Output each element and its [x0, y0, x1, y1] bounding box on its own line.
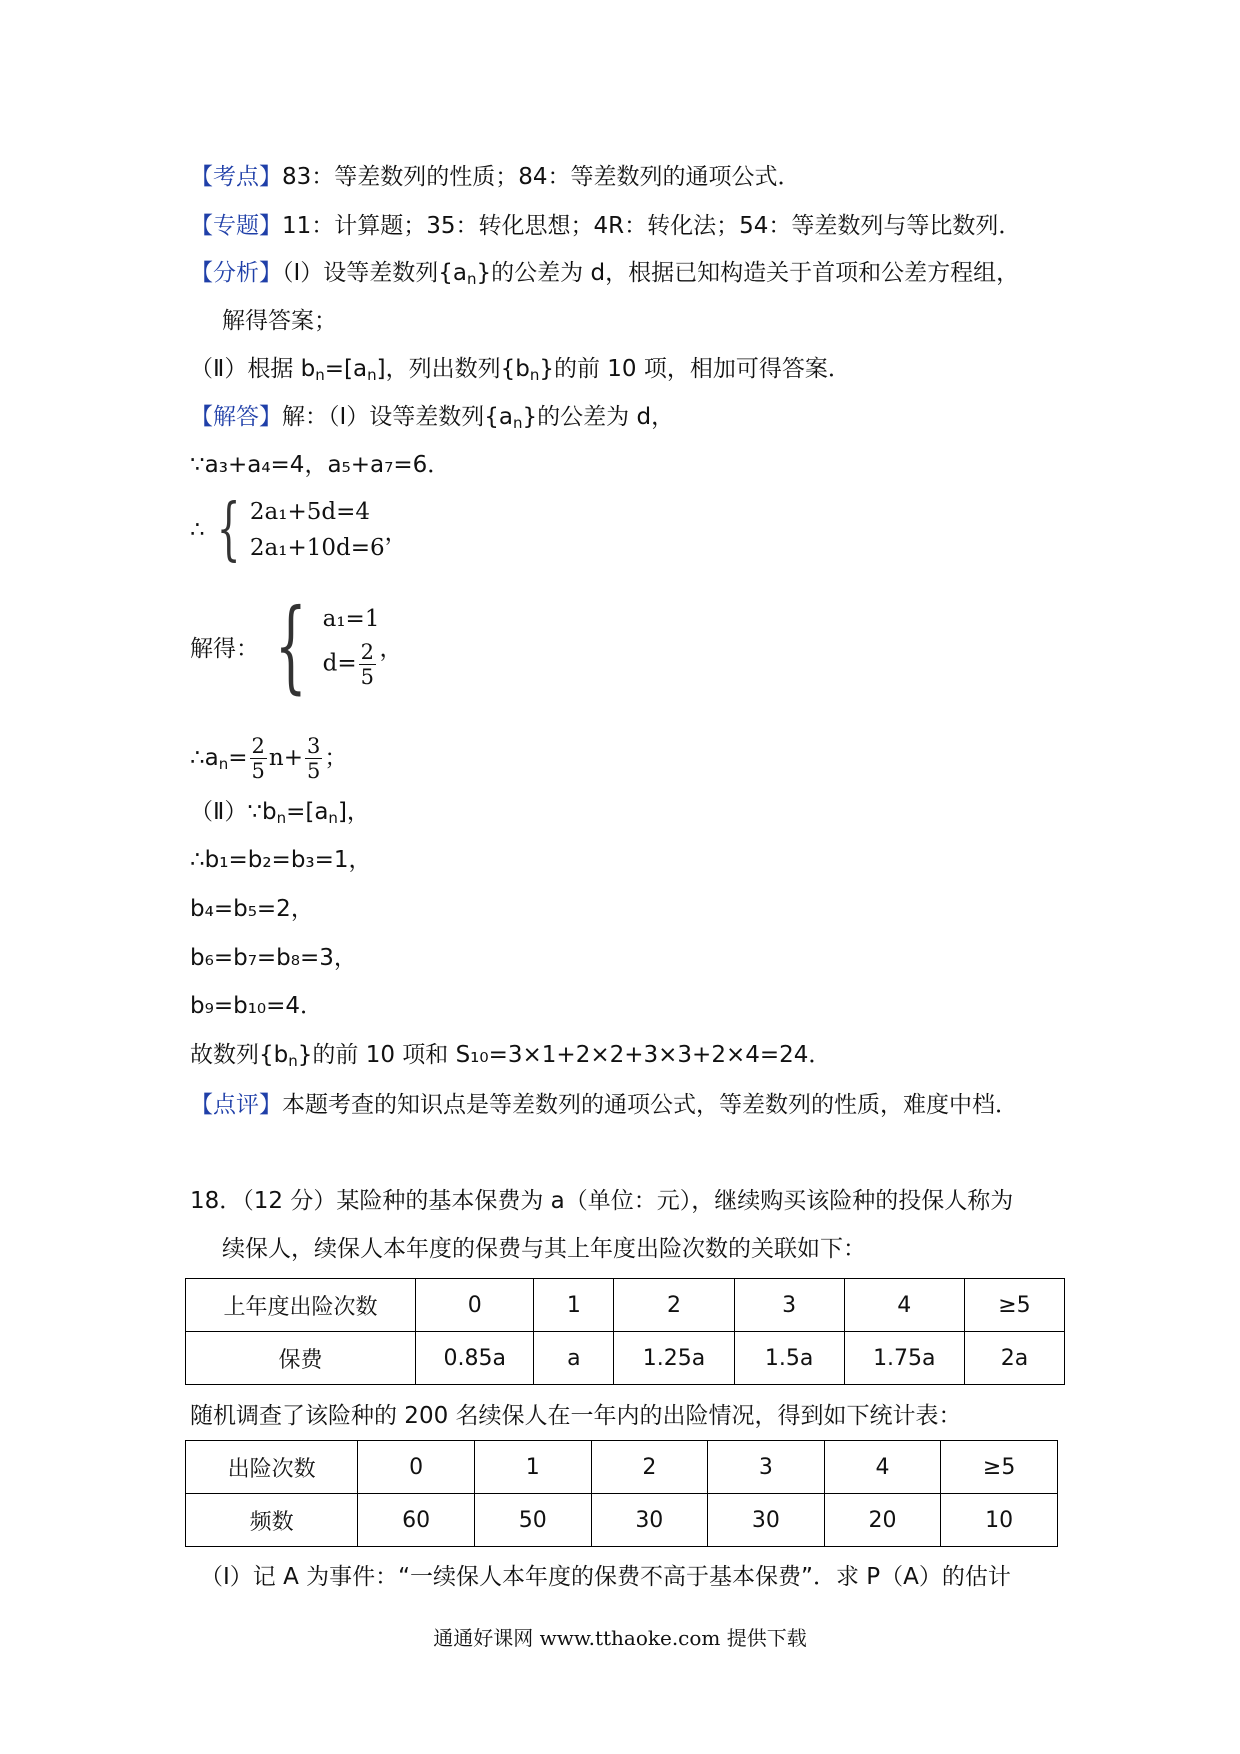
- an-semicolon: ；: [324, 745, 348, 771]
- table-cell: 0: [358, 1441, 475, 1494]
- table-cell: 1: [474, 1441, 591, 1494]
- dianping-text: 本题考查的知识点是等差数列的通项公式，等差数列的性质，难度中档．: [282, 1092, 1018, 1118]
- an-formula-line: [190, 730, 347, 786]
- kaodian-text: 83：等差数列的性质；84：等差数列的通项公式．: [282, 164, 801, 190]
- fraction-numerator: 2: [251, 734, 265, 758]
- sum-a: 故数列{b: [190, 1042, 289, 1068]
- table-cell: 1.25a: [614, 1332, 734, 1385]
- subscript-n: n: [288, 1052, 298, 1070]
- fenxi-text-a: （Ⅰ）设等差数列{a: [282, 260, 468, 286]
- sum-line: [190, 1039, 831, 1071]
- equation-system-2: [190, 587, 403, 704]
- table-cell: 2: [591, 1441, 708, 1494]
- dianping-tag: 【点评】: [190, 1092, 282, 1118]
- zhuanti-text: 11：计算题；35：转化思想；4R：转化法；54：等差数列与等比数列．: [282, 213, 1022, 239]
- dianping-line: [190, 1089, 1018, 1121]
- table-cell: 2a: [964, 1332, 1064, 1385]
- table-cell: 3: [708, 1441, 825, 1494]
- system-1-comma: ，: [384, 519, 408, 546]
- table-cell: 50: [474, 1494, 591, 1547]
- table-cell: 0: [416, 1279, 534, 1332]
- jieda-line: [190, 401, 674, 433]
- fraction-numerator: 2: [360, 639, 374, 664]
- table-cell: ≥5: [941, 1441, 1058, 1494]
- ii-c: ]，: [337, 799, 370, 825]
- subscript-n: n: [467, 270, 477, 288]
- system-1-row-1: 2a₁+5d=4: [249, 499, 371, 525]
- subscript-n: n: [367, 366, 377, 384]
- jiede-label: 解得：: [190, 635, 259, 662]
- jieda-b: }的公差为 d，: [522, 404, 675, 430]
- system-2-comma: ，: [379, 635, 403, 662]
- table-row: [186, 1332, 1065, 1385]
- subscript-n: n: [218, 755, 229, 773]
- fraction-numerator: 3: [307, 734, 321, 758]
- system-2-rows: [323, 604, 380, 689]
- zhuanti-tag: 【专题】: [190, 213, 282, 239]
- table-row: [186, 1279, 1065, 1332]
- table-cell: 10: [941, 1494, 1058, 1547]
- fenxi3-c: ]，列出数列{b: [376, 356, 530, 382]
- sum-b: }的前 10 项和 S₁₀=3×1+2×2+3×3+2×4=24．: [297, 1042, 832, 1068]
- fraction-2-5: [250, 734, 267, 783]
- table-cell: 1: [534, 1279, 614, 1332]
- table-cell: 1.75a: [844, 1332, 964, 1385]
- kaodian-tag: 【考点】: [190, 164, 282, 190]
- q18-line-1: 18．（12 分）某险种的基本保费为 a（单位：元），继续购买该险种的投保人称为: [190, 1188, 1014, 1214]
- table-cell: a: [534, 1332, 614, 1385]
- fraction-denominator: 5: [307, 759, 321, 783]
- ii-a: （Ⅱ）∵b: [190, 799, 277, 825]
- fenxi3-b: =[a: [324, 356, 368, 382]
- q18-line-3: 随机调查了该险种的 200 名续保人在一年内的出险情况，得到如下统计表：: [190, 1403, 962, 1429]
- b-line-2: b₄=b₅=2，: [190, 896, 314, 922]
- table-cell: 20: [824, 1494, 941, 1547]
- table-cell: 3: [734, 1279, 844, 1332]
- subscript-n: n: [529, 366, 540, 384]
- table-cell: ≥5: [964, 1279, 1064, 1332]
- fenxi-line-3: [190, 353, 851, 385]
- system-1-rows: [250, 494, 385, 566]
- table-cell: 1.5a: [734, 1332, 844, 1385]
- fenxi3-d: }的前 10 项，相加可得答案．: [539, 356, 851, 382]
- q18-line-4: （I）记 A 为事件：“一续保人本年度的保费不高于基本保费”．求 P（A）的估计: [200, 1564, 1011, 1590]
- table-cell: 出险次数: [186, 1441, 358, 1494]
- fenxi-text-b: }的公差为 d，根据已知构造关于首项和公差方程组，: [476, 260, 1020, 286]
- an-a: ∴a: [190, 745, 219, 771]
- part-ii-line: [190, 796, 370, 828]
- table-cell: 60: [358, 1494, 475, 1547]
- jieda-tag: 【解答】: [190, 404, 282, 430]
- fenxi-tag: 【分析】: [190, 260, 282, 286]
- jieda-a: 解：（Ⅰ）设等差数列{a: [282, 404, 514, 430]
- b-line-3: b₆=b₇=b₈=3，: [190, 945, 357, 971]
- subscript-n: n: [315, 366, 325, 384]
- table-cell: 4: [844, 1279, 964, 1332]
- page-footer: 通通好课网 www.tthaoke.com 提供下载: [433, 1626, 807, 1650]
- d-label: d=: [322, 650, 357, 676]
- frequency-table: [185, 1440, 1058, 1547]
- system-2-row-1: a₁=1: [322, 605, 380, 632]
- q18-line-2: 续保人，续保人本年度的保费与其上年度出险次数的关联如下：: [222, 1236, 866, 1262]
- fenxi-line: [190, 257, 1019, 289]
- table-cell: 4: [824, 1441, 941, 1494]
- zhuanti-line: [190, 210, 1021, 242]
- given-line: ∵a₃+a₄=4，a₅+a₇=6．: [190, 452, 451, 478]
- table-cell: 频数: [186, 1494, 358, 1547]
- table-row: [186, 1494, 1058, 1547]
- premium-table: [185, 1278, 1065, 1385]
- left-brace: {: [274, 587, 307, 704]
- fraction-denominator: 5: [251, 759, 265, 783]
- fenxi-line-2: 解得答案；: [222, 308, 337, 334]
- table-row: [186, 1441, 1058, 1494]
- therefore-symbol: ∴: [190, 517, 205, 543]
- ii-b: =[a: [286, 799, 329, 825]
- fraction-denominator: 5: [360, 664, 374, 689]
- equation-system-1: [190, 490, 408, 569]
- system-1-row-2: 2a₁+10d=6: [249, 535, 385, 561]
- subscript-n: n: [276, 809, 287, 827]
- subscript-n: n: [328, 809, 338, 827]
- table-cell: 上年度出险次数: [186, 1279, 416, 1332]
- kaodian-line: [190, 161, 801, 193]
- an-equals: =: [228, 745, 248, 771]
- b-line-4: b₉=b₁₀=4．: [190, 993, 324, 1019]
- table-cell: 30: [708, 1494, 825, 1547]
- fraction-2-5: [359, 640, 376, 689]
- left-brace: {: [216, 490, 241, 569]
- table-cell: 0.85a: [416, 1332, 534, 1385]
- an-n-plus: n+: [268, 745, 303, 771]
- b-line-1: ∴b₁=b₂=b₃=1，: [190, 847, 372, 873]
- system-2-row-2: [323, 640, 380, 689]
- fenxi3-a: （Ⅱ）根据 b: [190, 356, 316, 382]
- table-cell: 保费: [186, 1332, 416, 1385]
- fraction-3-5: [305, 734, 322, 783]
- subscript-n: n: [513, 414, 523, 432]
- table-cell: 2: [614, 1279, 734, 1332]
- table-cell: 30: [591, 1494, 708, 1547]
